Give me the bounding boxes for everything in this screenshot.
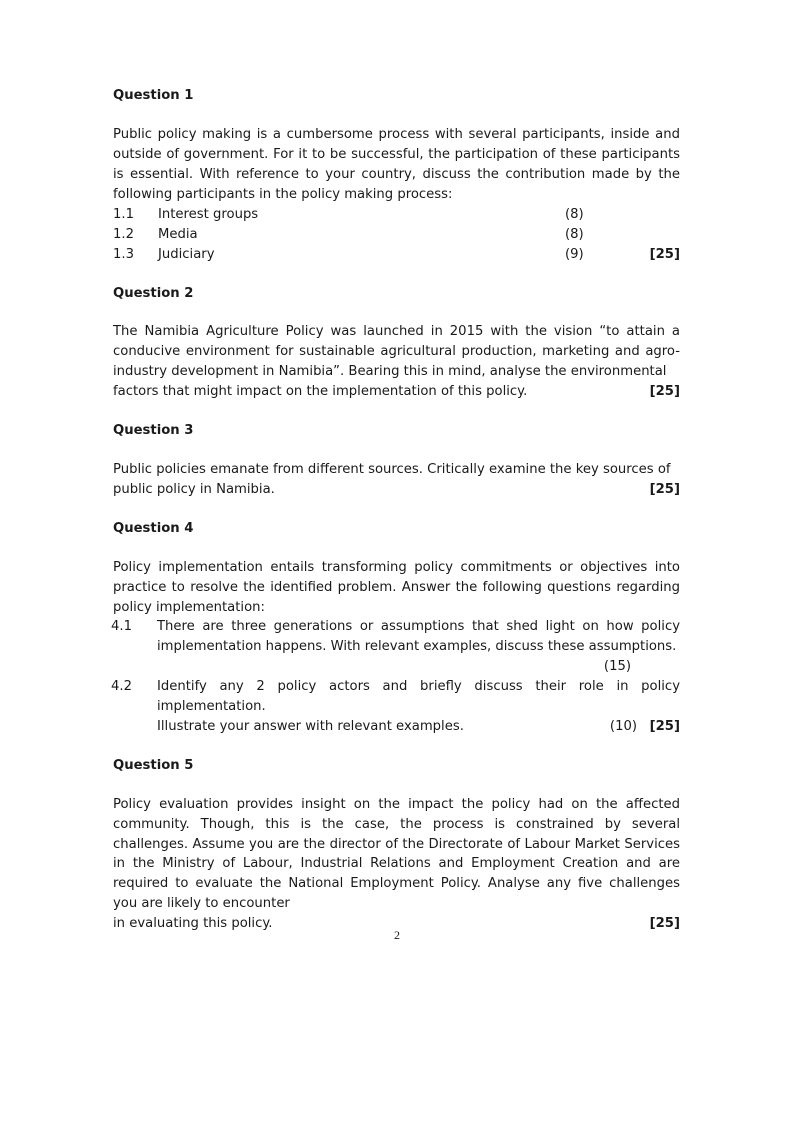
question-2-title: Question 2 (113, 285, 194, 301)
question-2-last-line (113, 382, 680, 402)
item-label: Judiciary (158, 246, 215, 262)
sub-text: Identify any 2 policy actors and briefly discuss their role in policy implementation. (157, 679, 680, 715)
question-5 (113, 756, 680, 934)
question-3-title: Question 3 (113, 423, 194, 439)
question-3-text: Public policies emanate from different sources. Critically examine the key sources of (113, 461, 671, 477)
question-4-sub-1 (113, 617, 680, 657)
sub-text-end: Illustrate your answer with relevant examples. (157, 718, 464, 734)
question-2-text: The Namibia Agriculture Policy was launched in 2015 with the vision “to attain a conducive environment for sustainable agricultural production, marketing and agro-industry development in Namibia”. Bearing this in mind, analyse the environmental (113, 324, 680, 380)
item-marks: (9) (565, 246, 584, 262)
question-1-text: Public policy making is a cumbersome process with several participants, inside and outside of government. For it to be successful, the participation of these participants is essential. With reference to your country, discuss the contribution made by the following participants in the policy making process: (113, 126, 680, 202)
question-1-item-2 (113, 225, 680, 245)
question-1-item-1 (113, 205, 680, 225)
question-4-sub-2 (113, 677, 680, 717)
question-1-total: [25] (649, 246, 680, 262)
sub-number: 4.2 (111, 679, 132, 695)
question-4-title: Question 4 (113, 520, 194, 536)
question-3-total: [25] (649, 481, 680, 497)
exam-content (113, 86, 680, 934)
item-label: Media (158, 226, 198, 242)
question-4-sub-2-last-line (113, 717, 680, 737)
question-5-text: Policy evaluation provides insight on the impact the policy had on the affected community. Though, this is the case, the process is constrained by several challenges. Assume you are the director of the Directorate of Labour Market Services in the Ministry of Labour, Industrial Relations and Employment Creation and are required to evaluate the National Employment Policy. Analyse any five challenges you are likely to encounter (113, 796, 680, 912)
question-1-title: Question 1 (113, 88, 194, 103)
question-2 (113, 284, 680, 403)
question-3-last-line (113, 480, 680, 500)
question-4-sub-2-marks: (10) (609, 718, 637, 734)
question-4-total: [25] (649, 718, 680, 734)
question-3 (113, 421, 680, 500)
item-marks: (8) (565, 226, 584, 242)
sub-text: There are three generations or assumptions that shed light on how policy implementation happens. With relevant examples, discuss these assumptions. (157, 619, 680, 655)
question-4 (113, 519, 680, 737)
item-number: 1.3 (113, 246, 134, 262)
question-5-title: Question 5 (113, 757, 194, 773)
question-1-item-3 (113, 245, 680, 265)
question-1 (113, 86, 680, 265)
item-marks: (8) (565, 206, 584, 222)
question-5-total: [25] (649, 916, 680, 932)
item-number: 1.2 (113, 226, 134, 242)
item-label: Interest groups (158, 206, 259, 222)
question-2-total: [25] (649, 384, 680, 400)
question-2-text-end: factors that might impact on the implementation of this policy. (113, 384, 528, 400)
page-number: 2 (394, 928, 400, 942)
sub-number: 4.1 (111, 619, 132, 635)
question-3-text-end: public policy in Namibia. (113, 481, 275, 497)
item-number: 1.1 (113, 206, 134, 222)
question-5-text-end: in evaluating this policy. (113, 916, 273, 932)
question-4-text: Policy implementation entails transforming policy commitments or objectives into practice to resolve the identified problem. Answer the following questions regarding policy implementation: (113, 559, 680, 615)
question-4-sub-1-marks: (15) (603, 659, 631, 675)
